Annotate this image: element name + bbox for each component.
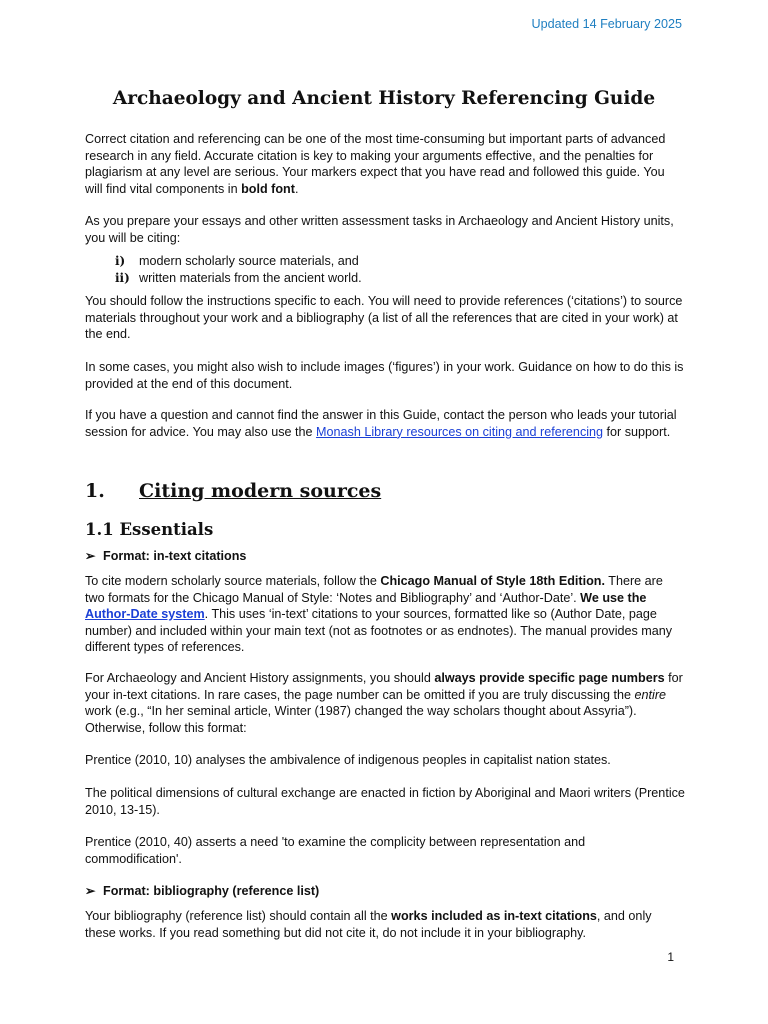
bibliography-format-heading xyxy=(85,883,319,900)
updated-date: Updated 14 February 2025 xyxy=(531,17,682,31)
intro-p1-bold: bold font xyxy=(241,181,295,196)
intro-p5-end: for support. xyxy=(603,424,671,439)
intext-format-label: Format: in-text citations xyxy=(103,549,247,563)
p7-text-b: for your in-text citations. In rare cases, the page number can be omitted if you are truly discussing the xyxy=(85,671,683,702)
intro-paragraph-5 xyxy=(85,407,685,440)
intext-format-heading xyxy=(85,548,246,565)
bibliography-format-label: Format: bibliography (reference list) xyxy=(103,884,320,898)
intro-p5-text: If you have a question and cannot find the answer in this Guide, contact the person who leads your tutorial session for advice. You may also use the xyxy=(85,408,677,439)
list-item-text: written materials from the ancient world. xyxy=(139,271,362,285)
p6-bold-2: We use the xyxy=(580,590,647,605)
p8-text-a: Your bibliography (reference list) should contain all the xyxy=(85,909,392,923)
section-heading xyxy=(85,479,381,503)
section-title: Citing modern sources xyxy=(139,480,382,502)
p7-italic: entire xyxy=(634,687,667,702)
library-resources-link[interactable]: Monash Library resources on citing and referencing xyxy=(316,424,604,439)
page-numbers-paragraph xyxy=(85,670,685,736)
document-title: Archaeology and Ancient History Referencing Guide xyxy=(112,88,656,109)
intro-paragraph-4: In some cases, you might also wish to include images (‘figures’) in your work. Guidance on how to do this is provided at the end of this document. xyxy=(85,360,684,391)
intro-paragraph-3: You should follow the instructions specific to each. You will need to provide references (‘citations’) to source materials throughout your work and a bibliography (a list of all the references that are cited in your work) at the end. xyxy=(85,294,683,341)
subsection-heading: 1.1 Essentials xyxy=(85,520,214,539)
list-item xyxy=(115,253,359,270)
arrow-bullet-icon: ➢ xyxy=(85,549,96,563)
list-item-text: modern scholarly source materials, and xyxy=(139,254,359,268)
example-citation-3: Prentice (2010, 40) asserts a need 'to examine the complicity between representation and commodification'. xyxy=(85,835,586,866)
chicago-paragraph xyxy=(85,573,685,656)
author-date-link[interactable]: Author-Date system xyxy=(85,607,205,621)
p7-text-a: For Archaeology and Ancient History assignments, you should xyxy=(85,671,435,685)
p6-text-a: To cite modern scholarly source materials, follow the xyxy=(85,574,381,588)
p8-text-b: , and only these works. If you read something but did not cite it, do not include it in your bibliography. xyxy=(85,909,652,940)
page-number: 1 xyxy=(667,950,674,964)
p7-bold: always provide specific page numbers xyxy=(434,671,665,685)
p7-text-c: work (e.g., “In her seminal article, Winter (1987) changed the way scholars thought about Assyria”). Otherwise, follow this format: xyxy=(85,704,637,735)
intro-p1-text: Correct citation and referencing can be one of the most time-consuming but important parts of advanced research in any field. Accurate citation is key to making your arguments effective, and the penalties for plagiarism at any level are serious. Your markers expect that you have read and followed this guide. You will find vital components in xyxy=(85,132,666,196)
intro-p1-end: . xyxy=(294,181,299,196)
list-item xyxy=(115,270,362,287)
example-citation-2: The political dimensions of cultural exchange are enacted in fiction by Aboriginal and Maori writers (Prentice 2010, 13-15). xyxy=(85,786,685,817)
example-citation-1: Prentice (2010, 10) analyses the ambivalence of indigenous peoples in capitalist nation states. xyxy=(85,753,611,767)
intro-paragraph-1 xyxy=(85,131,685,197)
list-item-number: i) xyxy=(115,254,126,268)
bibliography-paragraph xyxy=(85,908,685,941)
p6-text-b: There are two formats for the Chicago Manual of Style: ‘Notes and Bibliography’ and ‘Author-Date’. xyxy=(85,574,663,605)
list-item-number: ii) xyxy=(115,271,130,285)
p6-text-c: . This uses ‘in-text’ citations to your sources, formatted like so (Author Date, page number) and included within your main text (not as footnotes or as endnotes). The manual provides many different types of references. xyxy=(85,607,673,654)
section-number: 1. xyxy=(85,480,105,502)
p6-bold-1: Chicago Manual of Style 18th Edition. xyxy=(380,574,605,588)
intro-paragraph-2: As you prepare your essays and other written assessment tasks in Archaeology and Ancient History units, you will be citing: xyxy=(85,214,674,245)
arrow-bullet-icon: ➢ xyxy=(85,884,96,898)
p8-bold: works included as in-text citations xyxy=(391,909,597,923)
